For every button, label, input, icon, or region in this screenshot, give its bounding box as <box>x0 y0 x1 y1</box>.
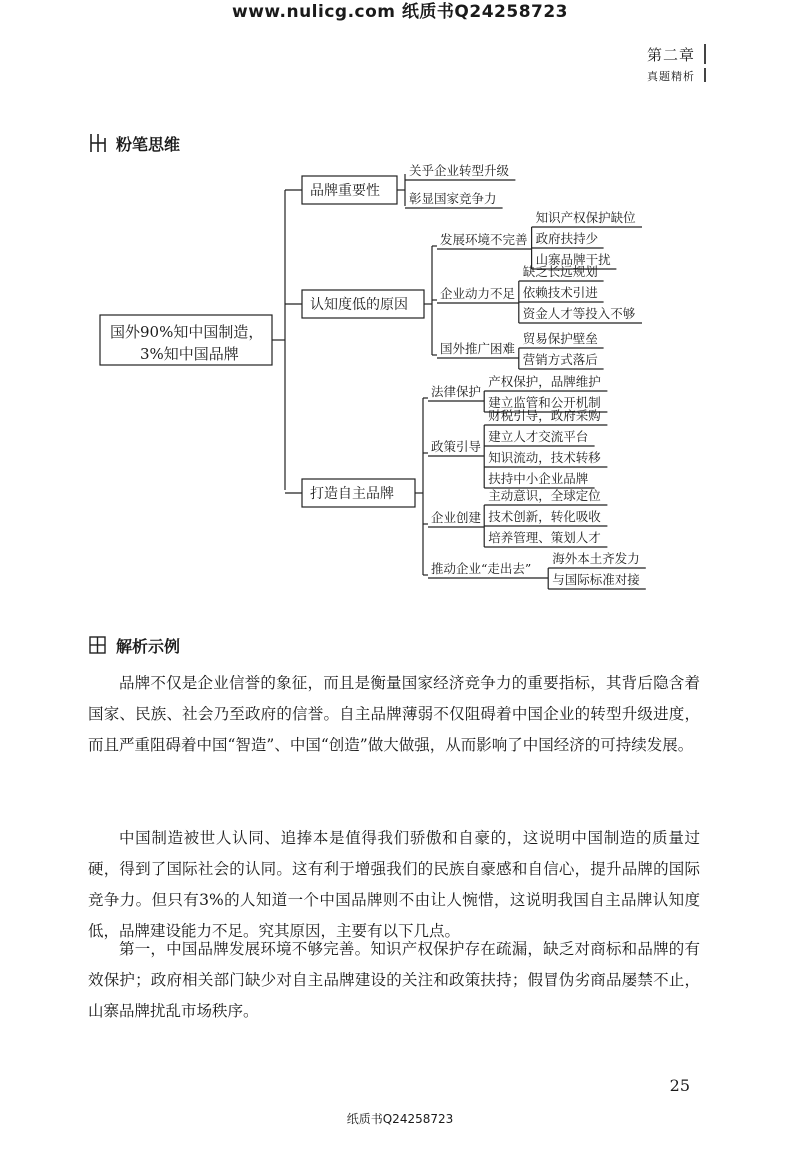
chapter-divider-top <box>704 44 706 64</box>
mindmap-leaf: 依赖技术引进 <box>522 285 598 300</box>
mindmap-sub-label: 企业创建 <box>431 510 482 525</box>
mindmap-leaf: 技术创新，转化吸收 <box>488 509 601 524</box>
mindmap-sub-label: 政策引导 <box>431 439 482 454</box>
mindmap-leaf: 产权保护，品牌维护 <box>488 374 601 389</box>
mindmap-root-line: 国外90%知中国制造， <box>110 323 264 341</box>
mindmap-leaf: 贸易保护壁垒 <box>522 331 598 346</box>
chapter-divider-bottom <box>704 68 706 82</box>
mindmap-leaf: 与国际标准对接 <box>552 572 640 587</box>
analysis-paragraph-2: 中国制造被世人认同、追捧本是值得我们骄傲和自豪的，这说明中国制造的质量过硬，得到了国际社会的认同。这有利于增强我们的民族自豪感和自信心，提升品牌的国际竞争力。但只有3%的人知道一个中国品牌则不由让人惋惜，这说明我国自主品牌认知度低，品牌建设能力不足。究其原因，主要有以下几点。 <box>88 829 700 940</box>
mindmap-root-line: 3%知中国品牌 <box>140 345 239 363</box>
mindmap-branch-label: 打造自主品牌 <box>310 486 394 502</box>
mindmap-leaf: 海外本土齐发力 <box>552 551 640 566</box>
mindmap-sub-label: 国外推广困难 <box>440 341 516 356</box>
mindmap-leaf: 扶持中小企业品牌 <box>488 471 589 486</box>
page-number: 25 <box>669 1076 690 1095</box>
section-marker-icon <box>88 634 108 656</box>
mindmap <box>0 150 800 600</box>
mindmap-leaf: 培养管理、策划人才 <box>488 530 601 545</box>
mindmap-sub-label: 发展环境不完善 <box>440 232 528 247</box>
analysis-paragraph-3: 第一，中国品牌发展环境不够完善。知识产权保护存在疏漏，缺乏对商标和品牌的有效保护；政府相关部门缺少对自主品牌建设的关注和政策扶持；假冒伪劣商品屡禁不止，山寨品牌扰乱市场秩序。 <box>88 940 700 1020</box>
analysis-section-title: 解析示例 <box>116 637 181 656</box>
mindmap-section-title: 粉笔思维 <box>116 135 181 154</box>
mindmap-leaf: 缺乏长远规划 <box>522 264 598 279</box>
mindmap-leaf: 关乎企业转型升级 <box>409 163 510 178</box>
mindmap-branch-label: 品牌重要性 <box>310 183 380 199</box>
mindmap-sub-label: 法律保护 <box>431 384 482 399</box>
mindmap-leaf: 建立人才交流平台 <box>488 429 589 444</box>
mindmap-leaf: 知识产权保护缺位 <box>535 210 636 225</box>
mindmap-sub-label: 推动企业“走出去” <box>431 561 532 576</box>
mindmap-leaf: 主动意识，全球定位 <box>488 488 601 503</box>
mindmap-leaf: 山寨品牌干扰 <box>535 252 611 267</box>
mindmap-leaf: 政府扶持少 <box>535 231 599 246</box>
mindmap-leaf: 资金人才等投入不够 <box>522 306 636 321</box>
mindmap-leaf: 营销方式落后 <box>522 352 598 367</box>
mindmap-sub-label: 企业动力不足 <box>440 286 516 301</box>
mindmap-leaf: 财税引导，政府采购 <box>488 408 601 423</box>
mindmap-leaf: 建立监管和公开机制 <box>488 395 601 410</box>
chapter-title: 第二章 <box>646 46 695 64</box>
mindmap-leaf: 彰显国家竞争力 <box>409 191 497 206</box>
chapter-subtitle: 真题精析 <box>647 70 695 83</box>
bottom-watermark: 纸质书Q24258723 <box>346 1112 454 1126</box>
mindmap-leaf: 知识流动，技术转移 <box>488 450 601 465</box>
mindmap-branch-label: 认知度低的原因 <box>310 297 408 313</box>
analysis-paragraph-1: 品牌不仅是企业信誉的象征，而且是衡量国家经济竞争力的重要指标，其背后隐含着国家、民族、社会乃至政府的信誉。自主品牌薄弱不仅阻碍着中国企业的转型升级进度，而且严重阻碍着中国“智造”、中国“创造”做大做强，从而影响了中国经济的可持续发展。 <box>88 674 700 754</box>
top-watermark: www.nulicg.com 纸质书Q24258723 <box>231 2 569 22</box>
